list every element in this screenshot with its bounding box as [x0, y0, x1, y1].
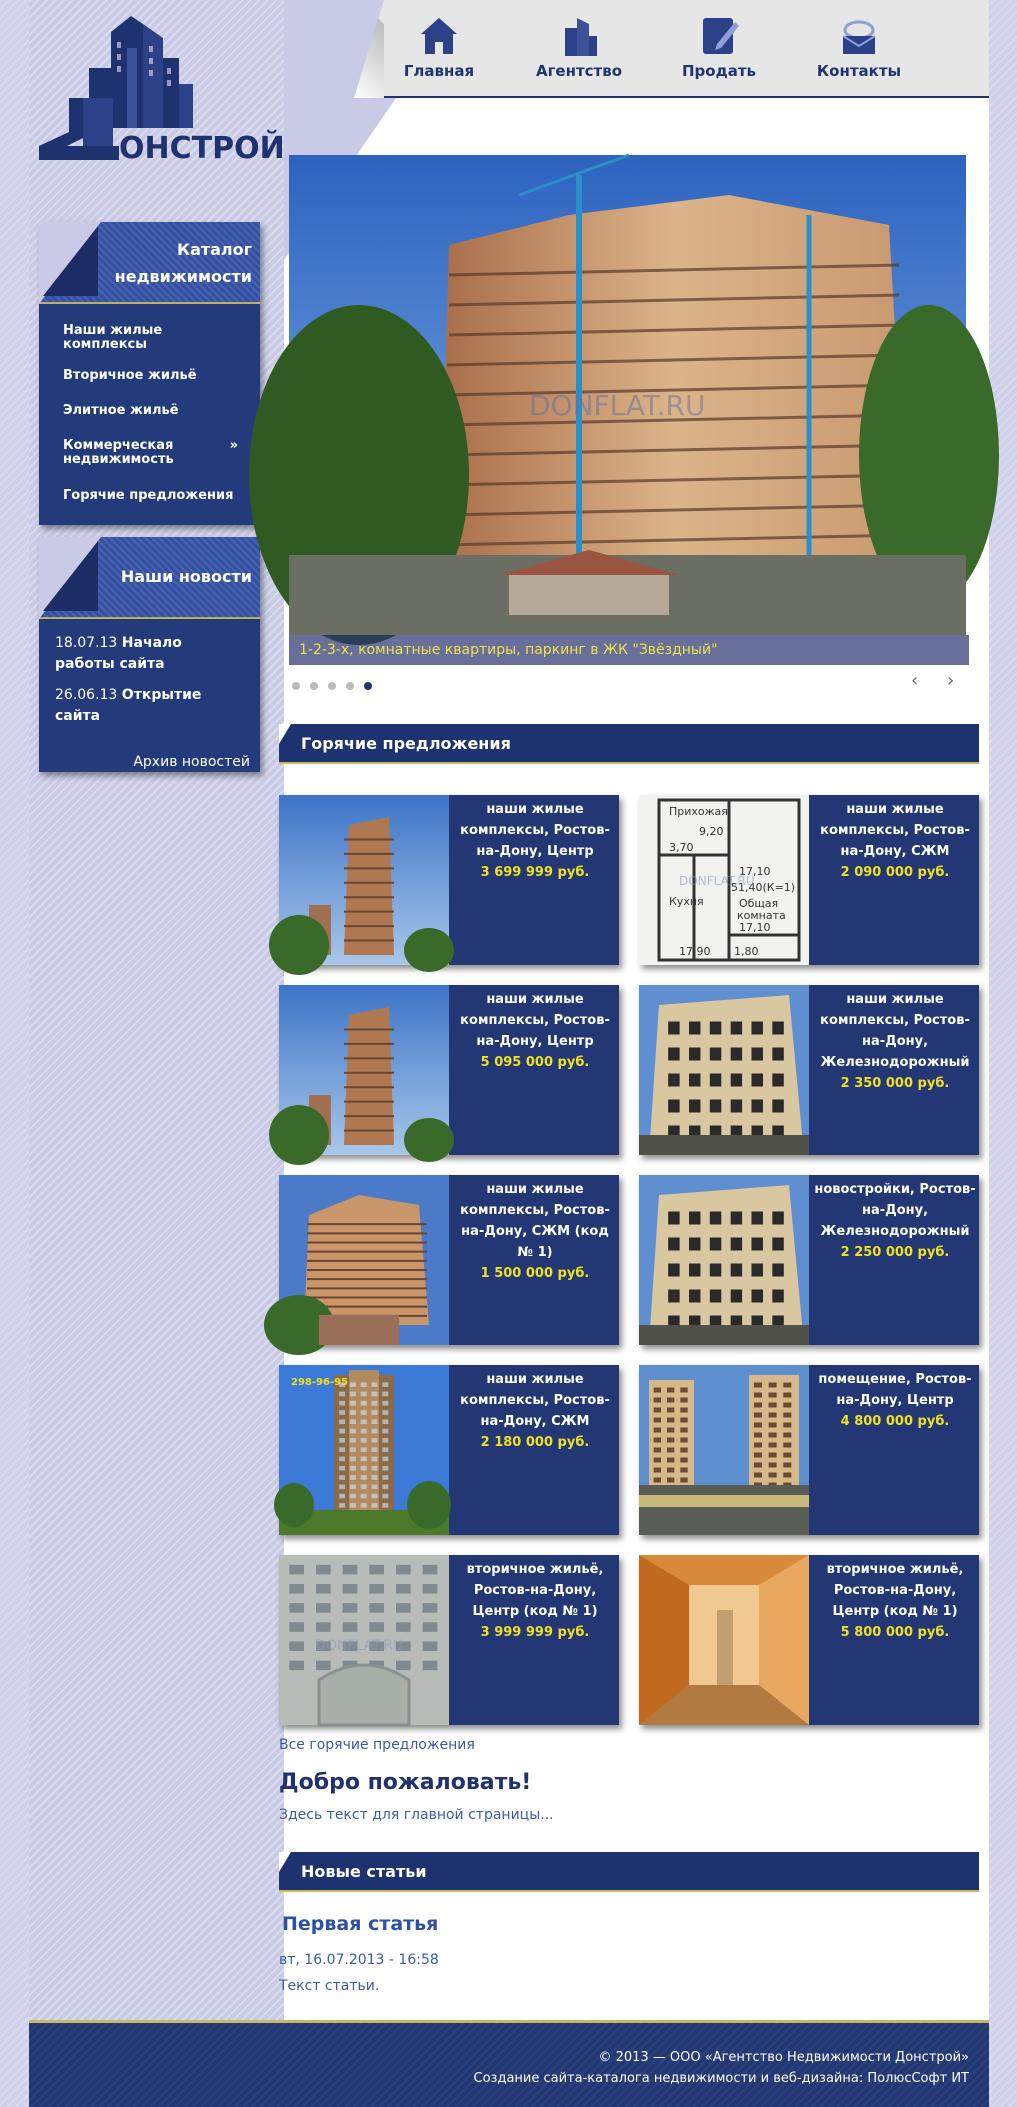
- offer-info: [453, 1559, 617, 1643]
- offer-price: 2 090 000 руб.: [840, 865, 950, 880]
- offer-card[interactable]: [639, 1555, 979, 1725]
- offer-info: [813, 1369, 977, 1432]
- offer-card[interactable]: [639, 985, 979, 1155]
- svg-text:Общая: Общая: [739, 897, 779, 910]
- tower-render-photo[interactable]: [279, 1365, 449, 1535]
- catalog-block: [39, 222, 260, 525]
- menu-item-commercial[interactable]: [39, 439, 260, 467]
- nav-agency[interactable]: [524, 14, 634, 80]
- offer-card[interactable]: [639, 1175, 979, 1345]
- page: [29, 0, 989, 2107]
- article-text: Текст статьи.: [279, 1978, 380, 1994]
- offer-price: 4 800 000 руб.: [840, 1414, 950, 1429]
- svg-text:17,10: 17,10: [739, 865, 771, 878]
- offer-price: 2 250 000 руб.: [840, 1245, 950, 1260]
- facade-photo[interactable]: [279, 1555, 449, 1725]
- slider-caption: 1-2-3-х, комнатные квартиры, паркинг в ЖК "Звёздный": [289, 635, 969, 665]
- welcome-text: Здесь текст для главной страницы...: [279, 1807, 554, 1823]
- catalog-title: Каталог недвижимости: [114, 240, 252, 286]
- news-item[interactable]: [39, 685, 260, 727]
- nav-sell-label: Продать: [681, 62, 756, 80]
- news-block: [39, 537, 260, 772]
- offer-card[interactable]: [279, 1555, 619, 1725]
- news-title-link[interactable]: Открытие сайта: [55, 687, 202, 724]
- logo-text: ОНСТРОЙ: [119, 131, 285, 166]
- footer: [29, 2020, 989, 2107]
- svg-text:17,90: 17,90: [679, 945, 711, 958]
- offer-card[interactable]: [639, 1365, 979, 1535]
- offer-info: [813, 1559, 977, 1643]
- nav-contacts[interactable]: [804, 14, 914, 80]
- news-archive-link[interactable]: Архив новостей: [133, 754, 250, 770]
- offer-description[interactable]: наши жилые комплексы, Ростов-на-Дону, СЖМ: [820, 802, 970, 859]
- menu-item-secondary-housing[interactable]: Вторичное жильё: [63, 368, 197, 383]
- article-title-link[interactable]: Первая статья: [282, 1913, 439, 1935]
- news-header: [39, 537, 260, 619]
- menu-item-commercial-label: Коммерческая недвижимость: [63, 438, 174, 467]
- offer-info: [453, 1179, 617, 1284]
- offer-description[interactable]: наши жилые комплексы, Ростов-на-Дону, Железнодорожный: [820, 992, 970, 1070]
- offer-price: 2 180 000 руб.: [480, 1435, 590, 1450]
- news-date: 26.06.13: [55, 687, 118, 703]
- news-title-link[interactable]: Начало работы сайта: [55, 635, 182, 672]
- offer-price: 5 095 000 руб.: [480, 1055, 590, 1070]
- slider-next-button[interactable]: ›: [947, 670, 955, 691]
- offer-price: 3 999 999 руб.: [480, 1625, 590, 1640]
- menu-item-hot-offers[interactable]: Горячие предложения: [63, 488, 234, 503]
- house-icon: [417, 14, 461, 58]
- offer-description[interactable]: наши жилые комплексы, Ростов-на-Дону, Центр: [460, 992, 610, 1049]
- offer-description[interactable]: наши жилые комплексы, Ростов-на-Дону, СЖМ (код № 1): [460, 1182, 610, 1260]
- offer-info: [813, 799, 977, 883]
- welcome-title: Добро пожаловать!: [279, 1770, 532, 1795]
- watermark-text: DONFLAT.RU: [529, 389, 706, 422]
- slider-prev-button[interactable]: ‹: [911, 670, 919, 691]
- news-item[interactable]: [39, 633, 260, 675]
- offer-info: [453, 989, 617, 1073]
- image-slider: [289, 155, 966, 665]
- round-tower-photo[interactable]: [279, 1175, 449, 1345]
- offer-info: [813, 1179, 977, 1263]
- svg-text:комната: комната: [737, 909, 786, 922]
- footer-credits[interactable]: Создание сайта-каталога недвижимости и веб-дизайна: ПолюсСофт ИТ: [473, 2071, 969, 2086]
- slider-dot[interactable]: [310, 682, 318, 690]
- nav-sell[interactable]: [664, 14, 774, 80]
- offer-info: [453, 799, 617, 883]
- offer-description[interactable]: новостройки, Ростов-на-Дону, Железнодорожный: [814, 1182, 976, 1239]
- offer-description[interactable]: вторичное жильё, Ростов-на-Дону, Центр (код № 1): [826, 1562, 964, 1619]
- hot-offers-heading: Горячие предложения: [279, 724, 979, 764]
- tower-photo[interactable]: [279, 795, 449, 965]
- offer-card[interactable]: [279, 985, 619, 1155]
- floorplan-photo[interactable]: [639, 795, 809, 965]
- nav-contacts-label: Контакты: [816, 62, 902, 80]
- submenu-arrow-icon: »: [229, 438, 238, 453]
- nav-agency-label: Агентство: [535, 62, 623, 80]
- offer-price: 1 500 000 руб.: [480, 1266, 590, 1281]
- offer-card[interactable]: [639, 795, 979, 965]
- offer-info: [813, 989, 977, 1094]
- svg-text:Прихожая: Прихожая: [669, 805, 728, 818]
- mail-phone-icon: [837, 14, 881, 58]
- slider-dot[interactable]: [328, 682, 336, 690]
- offer-card[interactable]: [279, 1175, 619, 1345]
- svg-text:17,10: 17,10: [739, 921, 771, 934]
- twin-towers-photo[interactable]: [639, 1365, 809, 1535]
- all-hot-offers-link[interactable]: Все горячие предложения: [279, 1737, 475, 1753]
- svg-text:1,80: 1,80: [734, 945, 759, 958]
- slider-dots: [292, 675, 372, 694]
- slider-dot-active[interactable]: [364, 682, 372, 690]
- catalog-header: [39, 222, 260, 304]
- offer-price: 3 699 999 руб.: [480, 865, 590, 880]
- slider-dot[interactable]: [292, 682, 300, 690]
- menu-item-residential-complexes[interactable]: Наши жилые комплексы: [63, 323, 163, 352]
- logo[interactable]: [39, 8, 285, 166]
- article-date: вт, 16.07.2013 - 16:58: [279, 1952, 439, 1968]
- top-navigation: [384, 0, 989, 98]
- offer-description[interactable]: наши жилые комплексы, Ростов-на-Дону, СЖМ: [460, 1372, 610, 1429]
- nav-home-label: Главная: [403, 62, 475, 80]
- nav-home[interactable]: [384, 14, 494, 80]
- slider-dot[interactable]: [346, 682, 354, 690]
- building-photo[interactable]: [639, 985, 809, 1155]
- offer-description[interactable]: наши жилые комплексы, Ростов-на-Дону, Центр: [460, 802, 610, 859]
- interior-photo[interactable]: [639, 1555, 809, 1725]
- svg-text:298-96-95: 298-96-95: [291, 1377, 349, 1388]
- new-articles-heading: Новые статьи: [279, 1852, 979, 1892]
- catalog-menu: [39, 324, 260, 503]
- news-date: 18.07.13: [55, 635, 118, 651]
- offer-description[interactable]: помещение, Ростов-на-Дону, Центр: [818, 1372, 972, 1408]
- menu-item-elite-housing[interactable]: Элитное жильё: [63, 403, 179, 418]
- tower-photo[interactable]: [279, 985, 449, 1155]
- slider-photo[interactable]: [289, 155, 966, 665]
- buildings-icon: [557, 14, 601, 58]
- building-photo[interactable]: [639, 1175, 809, 1345]
- svg-text:51,40(К=1): 51,40(К=1): [731, 881, 796, 894]
- news-title: Наши новости: [120, 567, 252, 586]
- offer-card[interactable]: [279, 795, 619, 965]
- offer-card[interactable]: [279, 1365, 619, 1535]
- offer-price: 2 350 000 руб.: [840, 1076, 950, 1091]
- svg-text:Кухня: Кухня: [669, 895, 704, 908]
- edit-document-icon: [697, 14, 741, 58]
- footer-copyright: © 2013 — ООО «Агентство Недвижимости Донстрой»: [598, 2050, 969, 2065]
- svg-text:DONFLAT.RU: DONFLAT.RU: [315, 1638, 404, 1654]
- offer-description[interactable]: вторичное жильё, Ростов-на-Дону, Центр (код № 1): [466, 1562, 604, 1619]
- svg-text:DONFLAT.RU: DONFLAT.RU: [679, 874, 755, 888]
- offer-info: [453, 1369, 617, 1453]
- offer-price: 5 800 000 руб.: [840, 1625, 950, 1640]
- svg-text:9,20: 9,20: [699, 825, 724, 838]
- svg-text:3,70: 3,70: [669, 841, 694, 854]
